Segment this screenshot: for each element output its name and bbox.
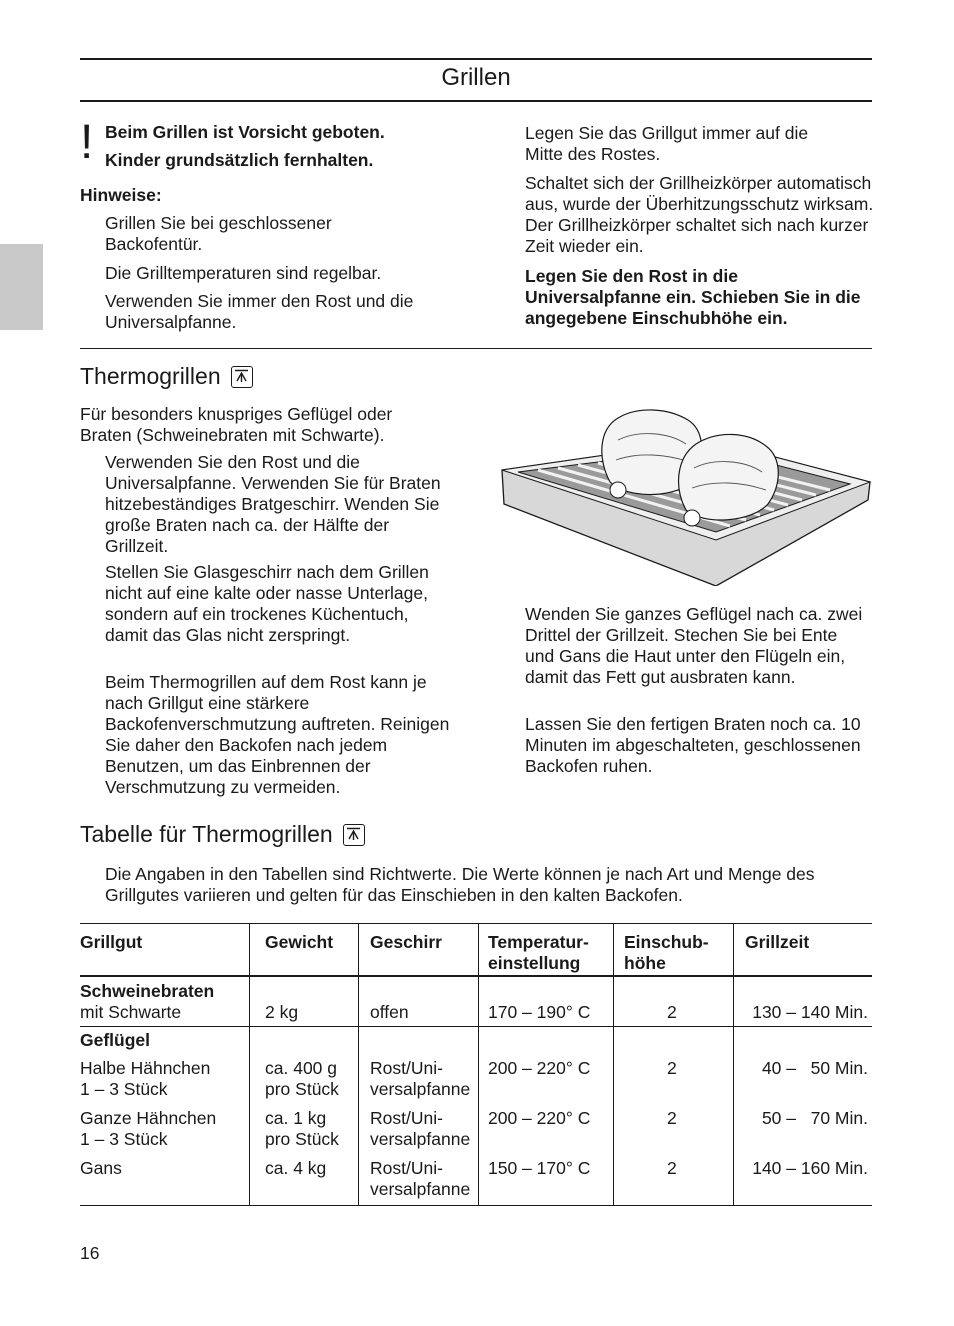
table-cell: 2 [667, 1108, 677, 1128]
table-section-title: Tabelle für Thermogrillen [80, 821, 333, 847]
table-column-divider [478, 923, 479, 1206]
table-intro: Die Angaben in den Tabellen sind Richtwerte. Die Werte können je nach Art und Menge des Grillgutes variieren und gelten für das Einschieben in den kalten Backofen. [105, 864, 815, 905]
right-intro-paragraph: Schaltet sich der Grillheizkörper automatisch aus, wurde der Überhitzungsschutz wirksam. Der Grillheizkörper schaltet sich nach kurzer Zeit wieder ein. [525, 173, 874, 256]
warning-line-2: Kinder grundsätzlich fernhalten. [105, 150, 374, 170]
table-cell: 150 – 170° C [488, 1158, 591, 1178]
table-header-rule [80, 975, 872, 977]
thermo-intro: Für besonders knuspriges Geflügel oder Braten (Schweinebraten mit Schwarte). [80, 404, 393, 445]
table-cell: ca. 4 kg [265, 1158, 327, 1178]
table-cell: Rost/Uni- versalpfanne [370, 1108, 471, 1149]
table-cell: 2 kg [265, 1002, 299, 1022]
right-intro-bold-paragraph: Legen Sie den Rost in die Universalpfanne ein. Schieben Sie in die angegebene Einschubhöhe ein. [525, 266, 861, 328]
table-column-divider [733, 923, 734, 1206]
thermogrill-icon [231, 366, 253, 388]
section-divider [80, 348, 872, 349]
thermogrillen-title: Thermogrillen [80, 363, 221, 389]
table-cell: offen [370, 1002, 409, 1022]
warning-mark: ! [80, 116, 94, 169]
table-header-cell: Einschub- höhe [624, 932, 709, 973]
table-cell: 2 [667, 1058, 677, 1078]
table-cell: Gans [80, 1158, 122, 1178]
table-header-cell: Temperatur- einstellung [488, 932, 589, 973]
table-group-label: Geflügel [80, 1030, 151, 1050]
notes-heading: Hinweise: [80, 185, 162, 205]
header-top-rule [80, 58, 872, 60]
table-cell: Rost/Uni- versalpfanne [370, 1058, 471, 1099]
note-item: Die Grilltemperaturen sind regelbar. [105, 263, 382, 283]
table-cell: 200 – 220° C [488, 1058, 591, 1078]
table-cell: 40 – 50 Min. [761, 1058, 868, 1078]
table-cell: 50 – 70 Min. [761, 1108, 868, 1128]
table-cell: 2 [667, 1002, 677, 1022]
table-cell: 170 – 190° C [488, 1002, 591, 1022]
table-column-divider [249, 923, 250, 1206]
table-cell: ca. 400 g pro Stück [265, 1058, 339, 1099]
table-cell: Halbe Hähnchen 1 – 3 Stück [80, 1058, 211, 1099]
table-group-label: Schweinebraten [80, 981, 215, 1001]
thermogrill-icon [343, 824, 365, 846]
thermo-paragraph: Beim Thermogrillen auf dem Rost kann je nach Grillgut eine stärkere Backofenverschmutzung auftreten. Reinigen Sie daher den Backofen nach jedem Benutzen, um das Einbrennen der Verschmutzung zu vermeiden. [105, 672, 450, 797]
thermo-paragraph: Verwenden Sie den Rost und die Universalpfanne. Verwenden Sie für Braten hitzebeständiges Bratgeschirr. Wenden Sie große Braten nach ca. der Hälfte der Grillzeit. [105, 452, 441, 556]
header-bottom-rule [80, 100, 872, 102]
table-header-cell: Geschirr [370, 932, 442, 952]
table-top-rule [80, 923, 872, 924]
table-header-cell: Gewicht [265, 932, 334, 952]
table-header-cell: Grillgut [80, 932, 143, 952]
note-item: Verwenden Sie immer den Rost und die Universalpfanne. [105, 291, 414, 332]
table-column-divider [358, 923, 359, 1206]
table-column-divider [613, 923, 614, 1206]
side-tab-marker [0, 244, 43, 330]
table-cell: 200 – 220° C [488, 1108, 591, 1128]
thermo-right-paragraph: Wenden Sie ganzes Geflügel nach ca. zwei Drittel der Grillzeit. Stechen Sie bei Ente und Gans die Haut unter den Flügeln ein, damit das Fett gut ausbraten kann. [525, 604, 863, 687]
warning-line-1: Beim Grillen ist Vorsicht geboten. [105, 122, 385, 142]
table-header-cell: Grillzeit [745, 932, 810, 952]
thermo-paragraph: Stellen Sie Glasgeschirr nach dem Grillen nicht auf eine kalte oder nasse Unterlage, sondern auf ein trockenes Küchentuch, damit das Glas nicht zerspringt. [105, 562, 429, 645]
table-cell: Rost/Uni- versalpfanne [370, 1158, 471, 1199]
table-cell: Ganze Hähnchen 1 – 3 Stück [80, 1108, 217, 1149]
right-intro-paragraph: Legen Sie das Grillgut immer auf die Mitte des Rostes. [525, 123, 809, 164]
page-title: Grillen [441, 64, 511, 91]
page-number: 16 [80, 1243, 100, 1263]
table-group-rule [80, 1026, 872, 1027]
table-section-heading [80, 820, 365, 849]
table-cell: 2 [667, 1158, 677, 1178]
table-cell: ca. 1 kg pro Stück [265, 1108, 339, 1149]
table-cell: mit Schwarte [80, 1002, 182, 1022]
table-bottom-rule [80, 1205, 872, 1206]
note-item: Grillen Sie bei geschlossener Backofentür. [105, 213, 332, 254]
table-cell: 130 – 140 Min. [752, 1002, 868, 1022]
thermo-right-paragraph: Lassen Sie den fertigen Braten noch ca. 10 Minuten im abgeschalteten, geschlossenen Backofen ruhen. [525, 714, 861, 776]
table-cell: 140 – 160 Min. [752, 1158, 868, 1178]
roasting-pan-illustration [498, 400, 872, 586]
thermogrillen-heading [80, 362, 253, 391]
